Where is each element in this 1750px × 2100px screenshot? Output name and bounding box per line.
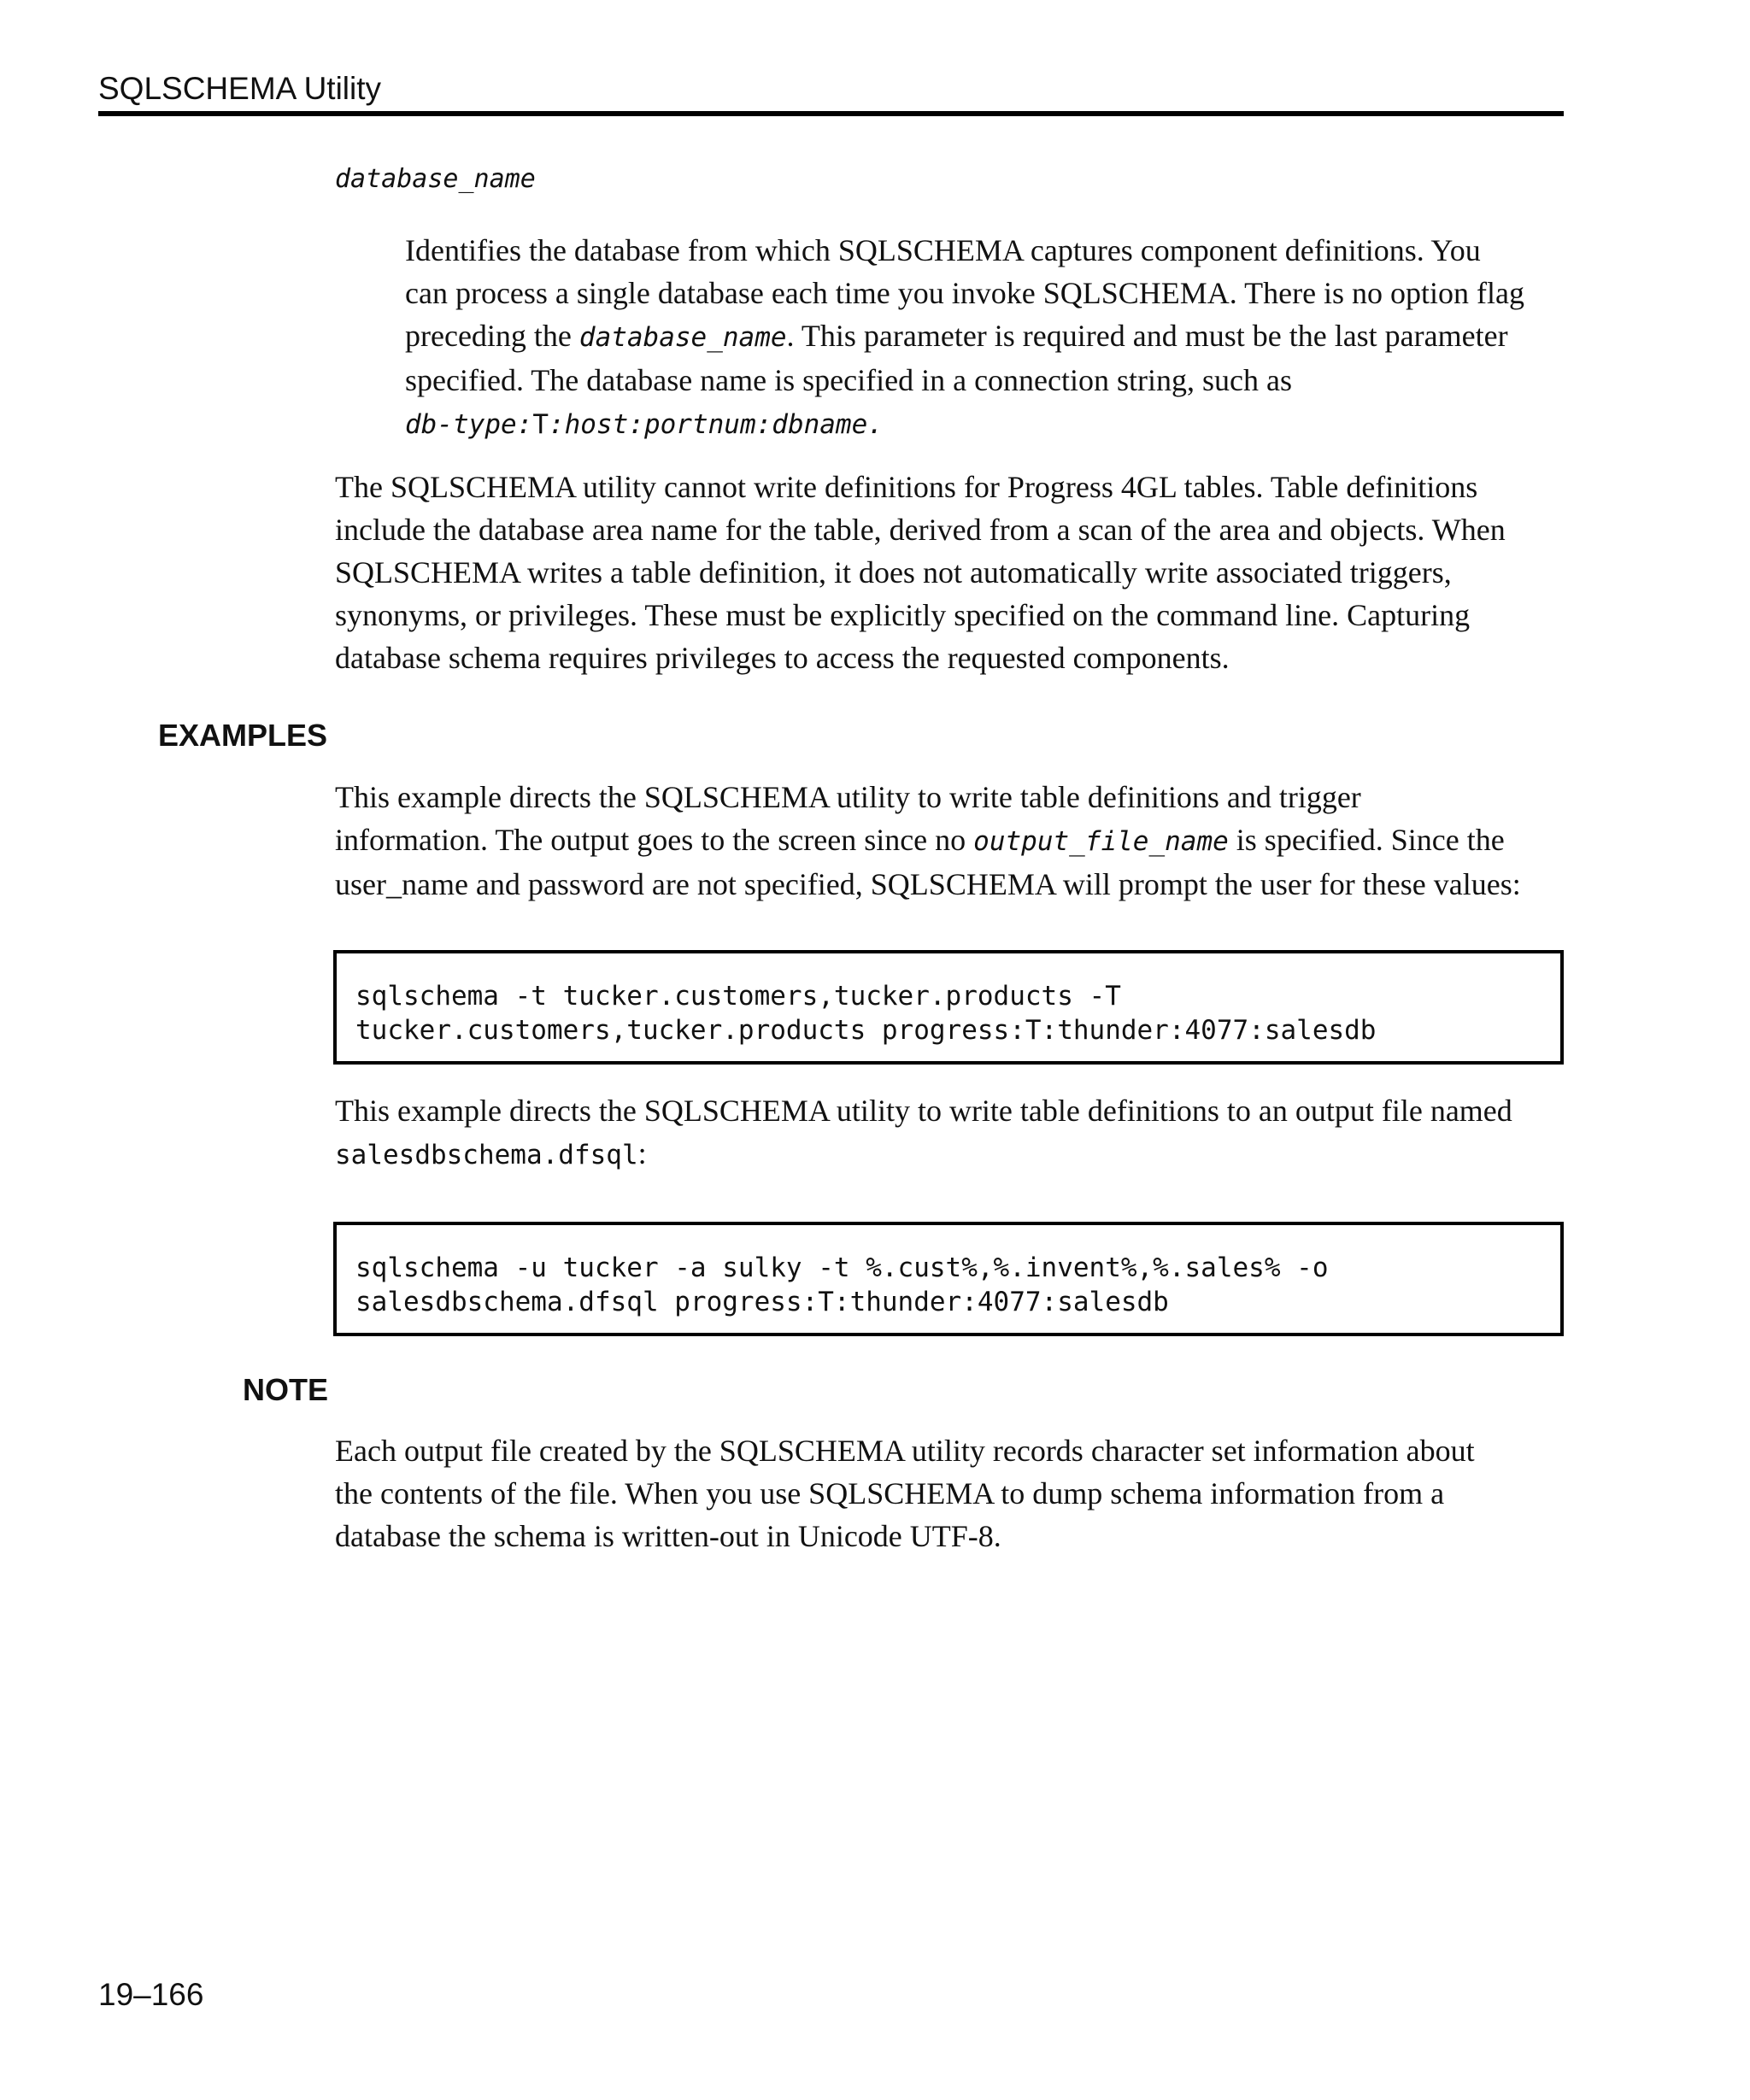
definition-line: Identifies the database from which SQLSCHEMA captures component definitions. You bbox=[405, 233, 1481, 267]
definition-text: . This parameter is required and must be the last parameter bbox=[786, 319, 1508, 353]
parameter-term: database_name bbox=[335, 164, 536, 194]
code-block-example1 bbox=[333, 950, 1564, 1065]
note-line: Each output file created by the SQLSCHEMA utility records character set information about bbox=[335, 1434, 1475, 1468]
example2-paragraph bbox=[335, 1089, 1512, 1176]
code-line: sqlschema -t tucker.customers,tucker.products -T bbox=[355, 981, 1121, 1012]
inline-code-db-type: db-type: bbox=[405, 409, 533, 440]
definition-line bbox=[405, 314, 1524, 359]
definition-line: can process a single database each time you invoke SQLSCHEMA. There is no option flag bbox=[405, 276, 1525, 310]
intro-line: database schema requires privileges to access the requested components. bbox=[335, 641, 1230, 675]
intro-paragraph bbox=[335, 466, 1506, 679]
definition-text: preceding the bbox=[405, 319, 579, 353]
definition-line: specified. The database name is specified in a connection string, such as bbox=[405, 363, 1292, 397]
intro-line: The SQLSCHEMA utility cannot write definitions for Progress 4GL tables. Table definitions bbox=[335, 470, 1478, 504]
example2-line: This example directs the SQLSCHEMA utility to write table definitions to an output file named bbox=[335, 1094, 1512, 1128]
parameter-definition bbox=[405, 229, 1524, 446]
note-heading: NOTE bbox=[243, 1372, 329, 1407]
intro-line: synonyms, or privileges. These must be explicitly specified on the command line. Capturing bbox=[335, 598, 1471, 632]
example1-paragraph bbox=[335, 776, 1521, 906]
examples-heading: EXAMPLES bbox=[158, 718, 328, 753]
example2-line bbox=[335, 1132, 1512, 1176]
inline-code-t: T bbox=[532, 409, 549, 440]
example2-text: : bbox=[637, 1136, 647, 1170]
example1-text: information. The output goes to the screen since no bbox=[335, 823, 974, 857]
note-line: the contents of the file. When you use SQLSCHEMA to dump schema information from a bbox=[335, 1476, 1445, 1510]
definition-text: . bbox=[867, 409, 884, 440]
code-block-example2 bbox=[333, 1222, 1564, 1336]
page-number: 19–166 bbox=[98, 1977, 204, 2012]
intro-line: SQLSCHEMA writes a table definition, it does not automatically write associated triggers, bbox=[335, 555, 1452, 590]
inline-code-output-file-name: output_file_name bbox=[973, 826, 1229, 857]
intro-line: include the database area name for the table, derived from a scan of the area and objects. When bbox=[335, 513, 1506, 547]
code-line: tucker.customers,tucker.products progress:T:thunder:4077:salesdb bbox=[355, 1015, 1377, 1046]
code-line: sqlschema -u tucker -a sulky -t %.cust%,%.invent%,%.sales% -o bbox=[355, 1252, 1329, 1283]
running-header: SQLSCHEMA Utility bbox=[98, 71, 382, 106]
example1-line: This example directs the SQLSCHEMA utility to write table definitions and trigger bbox=[335, 780, 1361, 814]
inline-code-database-name: database_name bbox=[578, 322, 787, 353]
example1-text: is specified. Since the bbox=[1228, 823, 1505, 857]
note-line: database the schema is written-out in Unicode UTF-8. bbox=[335, 1519, 1001, 1553]
definition-line bbox=[405, 402, 1524, 446]
header-rule bbox=[98, 111, 1564, 116]
code-line: salesdbschema.dfsql progress:T:thunder:4077:salesdb bbox=[355, 1287, 1169, 1317]
example1-line bbox=[335, 818, 1521, 863]
inline-code-salesdbschema: salesdbschema.dfsql bbox=[335, 1140, 638, 1170]
inline-code-host-portnum-dbname: :host:portnum:dbname bbox=[548, 409, 868, 440]
note-paragraph bbox=[335, 1429, 1475, 1557]
example1-line: user_name and password are not specified, SQLSCHEMA will prompt the user for these values: bbox=[335, 867, 1521, 901]
